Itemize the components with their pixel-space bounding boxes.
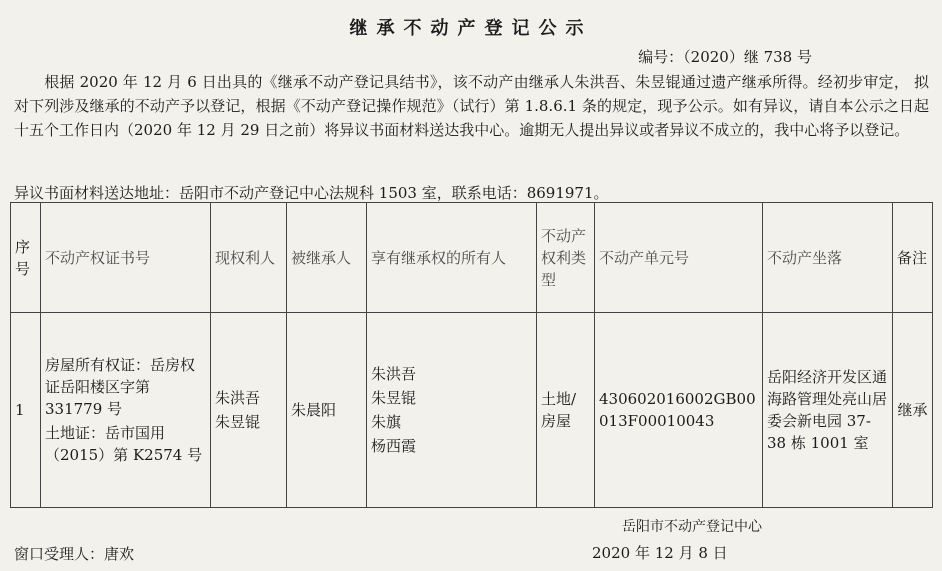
header-heirs: 享有继承权的所有人 <box>367 203 537 313</box>
current-owner-name: 朱昱锟 <box>215 413 261 431</box>
table-header-row <box>11 203 933 313</box>
objection-address: 异议书面材料送达地址：岳阳市不动产登记中心法规科 1503 室，联系电话：8691971。 <box>14 184 609 202</box>
cert-house: 房屋所有权证：岳房权证岳阳楼区字第 331779 号 <box>45 356 196 418</box>
current-owner-name: 朱洪吾 <box>215 389 261 407</box>
header-current-owner: 现权利人 <box>211 203 287 313</box>
header-remark: 备注 <box>893 203 933 313</box>
header-seq: 序号 <box>11 203 41 313</box>
document-number: 编号：（2020）继 738 号 <box>638 48 812 66</box>
cell-unit-no: 430602016002GB00013F00010043 <box>595 313 763 508</box>
issuing-office: 岳阳市不动产登记中心 <box>622 519 762 535</box>
header-unit-no: 不动产单元号 <box>595 203 763 313</box>
cell-heirs <box>367 313 537 508</box>
header-cert: 不动产权证书号 <box>41 203 211 313</box>
cell-decedent: 朱晨阳 <box>287 313 367 508</box>
registration-table <box>10 202 933 508</box>
table-row <box>11 313 933 508</box>
notice-paragraph <box>14 70 929 142</box>
heir-name: 朱旗 <box>371 413 402 431</box>
heir-name: 朱昱锟 <box>371 389 417 407</box>
header-location: 不动产坐落 <box>763 203 893 313</box>
heir-name: 杨西霞 <box>371 437 417 455</box>
window-receiver: 窗口受理人：唐欢 <box>14 545 135 563</box>
cell-right-type: 土地/房屋 <box>537 313 595 508</box>
cell-remark: 继承 <box>893 313 933 508</box>
cell-seq: 1 <box>11 313 41 508</box>
cert-land: 土地证：岳市国用（2015）第 K2574 号 <box>45 424 203 464</box>
heir-name: 朱洪吾 <box>371 365 417 383</box>
notice-paragraph-text: 根据 2020 年 12 月 6 日出具的《继承不动产登记具结书》，该不动产由继承人朱洪吾、朱昱锟通过遗产继承所得。经初步审定， 拟对下列涉及继承的不动产予以登记，根据《不动产登记操作规范》（试行）第 1.8.6.1 条的规定，现予公示。如有异议，请自本公示之日起十五个工作日内（2020 年 12 月 29 日之前）将异议书面材料送达我中心。逾期无人提出异议或者异议不成立的，我中心将予以登记。 <box>14 73 929 139</box>
cell-current-owner <box>211 313 287 508</box>
issue-date: 2020 年 12 月 8 日 <box>592 544 728 562</box>
header-right-type: 不动产权利类型 <box>537 203 595 313</box>
cell-location: 岳阳经济开发区通海路管理处亮山居委会新电园 37-38 栋 1001 室 <box>763 313 893 508</box>
cell-cert <box>41 313 211 508</box>
notice-title: 继承不动产登记公示 <box>349 18 593 39</box>
header-decedent: 被继承人 <box>287 203 367 313</box>
